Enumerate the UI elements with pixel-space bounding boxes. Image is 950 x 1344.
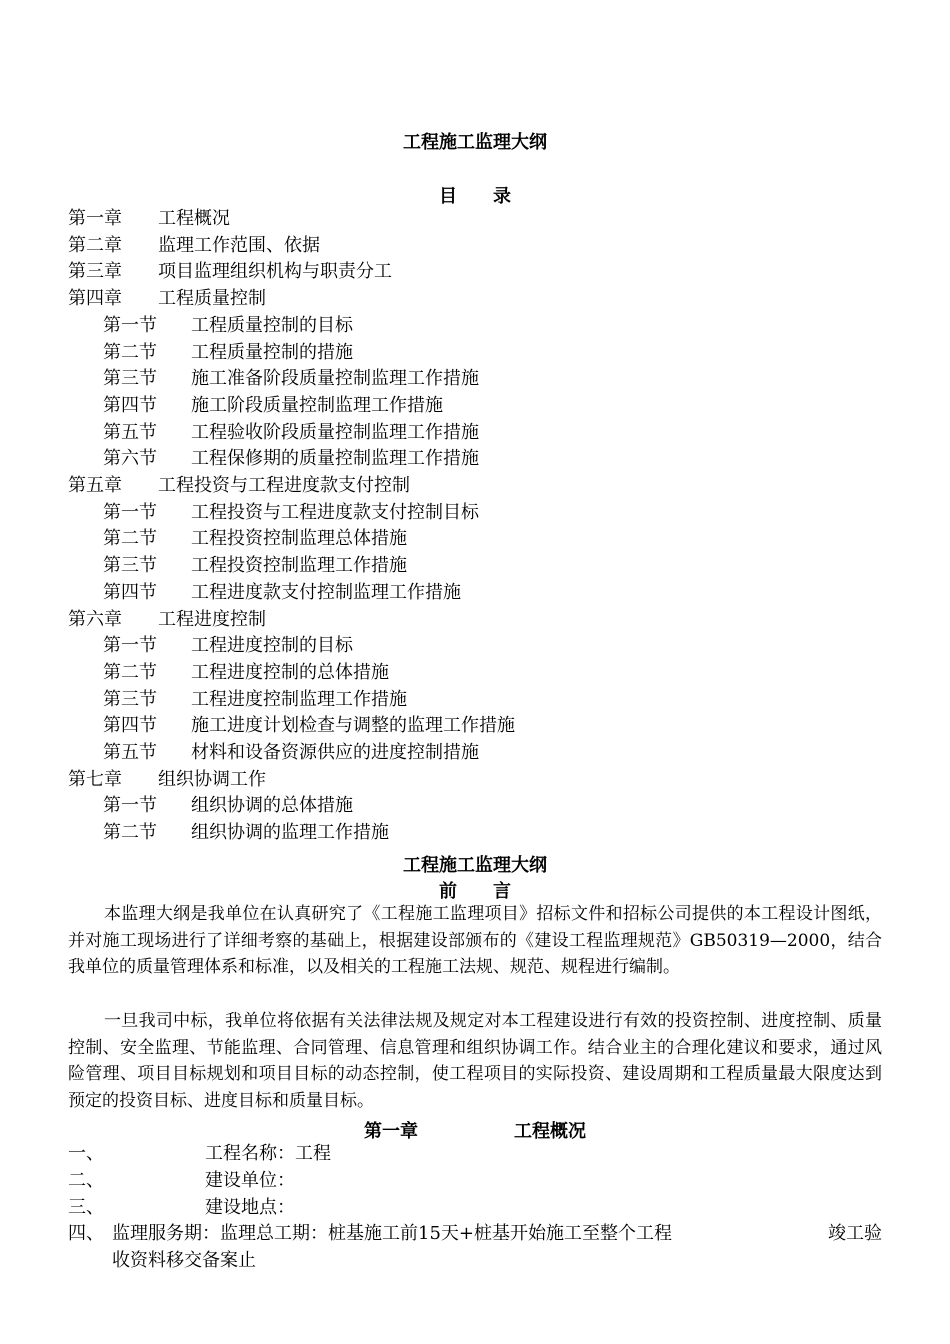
toc-entry-title: 工程进度控制 [158, 608, 266, 630]
info-item [68, 1141, 331, 1167]
toc-entry-title: 工程进度款支付控制监理工作措施 [191, 581, 461, 603]
toc-section-entry [103, 500, 479, 526]
doc-title: 工程施工监理大纲 [403, 132, 547, 153]
toc-entry-title: 施工进度计划检查与调整的监理工作措施 [191, 715, 515, 737]
toc-section-entry [103, 313, 353, 339]
toc-entry-title: 施工阶段质量控制监理工作措施 [191, 394, 443, 416]
toc-entry-title: 工程质量控制 [158, 288, 266, 310]
toc-section-entry [103, 580, 461, 606]
toc-entry-number: 第五节 [103, 421, 157, 443]
toc-section-entry [103, 553, 407, 579]
toc-entry-title: 工程进度控制的目标 [191, 635, 353, 657]
toc-entry-number: 第一节 [103, 314, 157, 336]
info-item-label: 建设单位： [205, 1170, 295, 1191]
service-period-tail: 竣工验 [828, 1223, 882, 1244]
toc-entry-number: 第三章 [68, 261, 122, 283]
service-period-item [68, 1221, 882, 1247]
toc-entry-title: 工程投资与工程进度款支付控制 [158, 475, 410, 496]
toc-entry-number: 第一节 [103, 635, 157, 657]
chapter1-num: 第一章 [364, 1121, 418, 1142]
toc-entry-title: 工程进度控制的总体措施 [191, 661, 389, 683]
toc-entry-title: 监理工作范围、依据 [158, 234, 320, 256]
toc-entry-number: 第三节 [103, 555, 157, 577]
toc-section-entry [103, 446, 479, 472]
info-item [68, 1168, 295, 1194]
toc-entry-number: 第六章 [68, 608, 122, 630]
toc-entry-title: 工程概况 [158, 208, 230, 229]
info-item-num: 一、 [68, 1143, 104, 1164]
body-title: 工程施工监理大纲 [403, 855, 547, 876]
service-period-text: 监理服务期：监理总工期：桩基施工前15天+桩基开始施工至整个工程 [112, 1223, 672, 1244]
toc-entry-title: 工程进度控制监理工作措施 [191, 688, 407, 710]
toc-section-entry [103, 793, 353, 819]
info-item-label: 建设地点： [205, 1197, 295, 1218]
toc-entry-title: 工程投资与工程进度款支付控制目标 [191, 501, 479, 523]
toc-entry-title: 施工准备阶段质量控制监理工作措施 [191, 368, 479, 390]
toc-entry-number: 第一节 [103, 501, 157, 523]
toc-section-entry [103, 526, 407, 552]
toc-entry-number: 第四节 [103, 715, 157, 737]
toc-entry-title: 工程验收阶段质量控制监理工作措施 [191, 421, 479, 443]
toc-section-entry [103, 660, 389, 686]
toc-entry-number: 第二节 [103, 661, 157, 683]
toc-section-entry [103, 713, 515, 739]
toc-section-entry [103, 393, 443, 419]
toc-section-entry [103, 740, 479, 766]
info-item-num: 二、 [68, 1170, 104, 1191]
toc-entry-title: 工程投资控制监理工作措施 [191, 555, 407, 577]
preface-heading: 前 言 [439, 881, 511, 902]
toc-section-entry [103, 366, 479, 392]
toc-entry-number: 第一章 [68, 208, 122, 229]
toc-entry-title: 工程质量控制的目标 [191, 314, 353, 336]
toc-section-entry [103, 633, 353, 659]
toc-entry-title: 组织协调的总体措施 [191, 795, 353, 817]
toc-chapter-entry [68, 607, 266, 633]
preface-paragraph-1: 本监理大纲是我单位在认真研究了《工程施工监理项目》招标文件和招标公司提供的本工程设计图纸，并对施工现场进行了详细考察的基础上，根据建设部颁布的《建设工程监理规范》GB50319—2000，结合我单位的质量管理体系和标准，以及相关的工程施工法规、规范、规程进行编制。 [68, 904, 882, 977]
toc-entry-number: 第四章 [68, 288, 122, 310]
info-item-label: 工程名称：工程 [205, 1143, 331, 1164]
toc-entry-number: 第二章 [68, 234, 122, 256]
toc-entry-number: 第四节 [103, 581, 157, 603]
toc-chapter-entry [68, 767, 266, 793]
toc-entry-number: 第二节 [103, 341, 157, 363]
toc-entry-number: 第七章 [68, 768, 122, 790]
service-period-continued: 收资料移交备案止 [112, 1250, 256, 1271]
toc-entry-title: 工程质量控制的措施 [191, 341, 353, 363]
preface-paragraph-2: 一旦我司中标，我单位将依据有关法律法规及规定对本工程建设进行有效的投资控制、进度控制、质量控制、安全监理、节能监理、合同管理、信息管理和组织协调工作。结合业主的合理化建议和要求，通过风险管理、项目目标规划和项目目标的动态控制，使工程项目的实际投资、建设周期和工程质量最大限度达到预定的投资目标、进度目标和质量目标。 [68, 1011, 882, 1111]
toc-entry-number: 第一节 [103, 795, 157, 817]
chapter1-heading [0, 1117, 950, 1143]
info-item-num: 三、 [68, 1197, 104, 1218]
toc-section-entry [103, 420, 479, 446]
toc-entry-number: 第三节 [103, 688, 157, 710]
toc-entry-number: 第三节 [103, 368, 157, 390]
toc-chapter-entry [68, 233, 320, 259]
toc-entry-number: 第六节 [103, 448, 157, 470]
info-item [68, 1195, 295, 1221]
service-period-num: 四、 [68, 1223, 104, 1244]
toc-entry-title: 组织协调工作 [158, 768, 266, 790]
toc-entry-title: 工程投资控制监理总体措施 [191, 528, 407, 550]
toc-entry-title: 材料和设备资源供应的进度控制措施 [191, 742, 479, 763]
toc-entry-title: 组织协调的监理工作措施 [191, 822, 389, 844]
toc-heading: 目 录 [439, 186, 511, 207]
chapter1-title: 工程概况 [514, 1121, 586, 1142]
toc-entry-number: 第四节 [103, 394, 157, 416]
toc-entry-number: 第五节 [103, 742, 157, 763]
toc-section-entry [103, 340, 353, 366]
toc-section-entry [103, 687, 407, 713]
toc-chapter-entry [68, 473, 410, 499]
toc-chapter-entry [68, 206, 230, 232]
toc-entry-number: 第二节 [103, 528, 157, 550]
toc-entry-number: 第五章 [68, 475, 122, 496]
toc-section-entry [103, 820, 389, 846]
toc-entry-title: 项目监理组织机构与职责分工 [158, 261, 392, 283]
toc-entry-number: 第二节 [103, 822, 157, 844]
toc-chapter-entry [68, 286, 266, 312]
toc-chapter-entry [68, 259, 392, 285]
toc-entry-title: 工程保修期的质量控制监理工作措施 [191, 448, 479, 470]
